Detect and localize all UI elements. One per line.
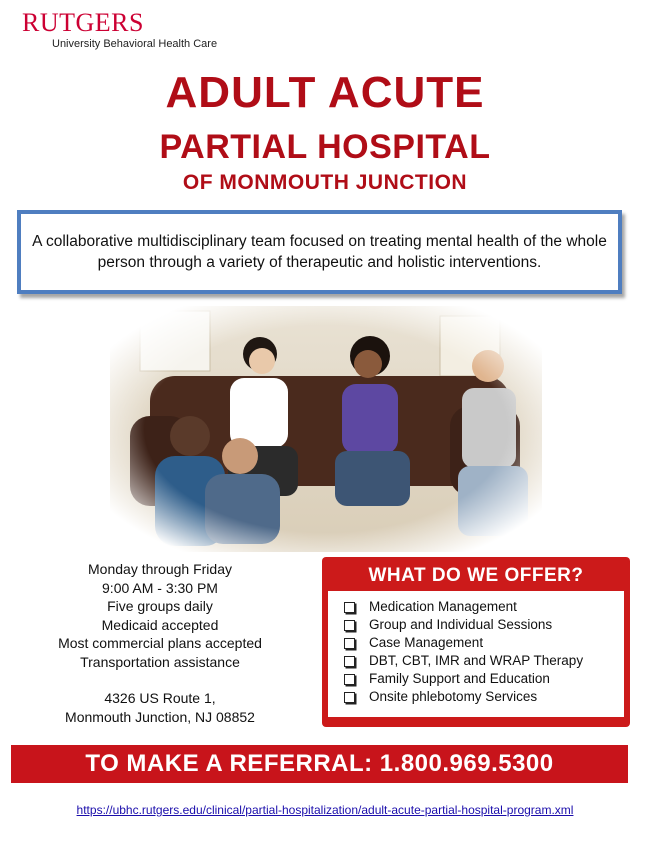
info-line: 9:00 AM - 3:30 PM (102, 579, 218, 596)
logo-subtitle: University Behavioral Health Care (52, 38, 218, 50)
checkbox-icon (344, 692, 355, 703)
offer-item (338, 688, 624, 706)
offer-item (338, 616, 624, 634)
offer-item (338, 598, 624, 616)
spacer (30, 671, 290, 689)
offer-item-label: Family Support and Education (369, 671, 550, 686)
info-line: Monday through Friday (88, 561, 232, 577)
offer-item (338, 670, 624, 688)
title-line-1: ADULT ACUTE (165, 68, 485, 117)
info-line: Five groups daily (107, 598, 213, 614)
group-therapy-photo (110, 306, 542, 552)
checkbox-icon (344, 674, 355, 685)
checkbox-icon (344, 602, 355, 613)
rutgers-logo (22, 10, 217, 50)
program-url-link[interactable]: https://ubhc.rutgers.edu/clinical/partial-hospitalization/adult-acute-partial-hospital-program.xml (76, 803, 574, 817)
address-line-1: 4326 US Route 1, (104, 690, 216, 706)
offer-item-label: Group and Individual Sessions (369, 617, 553, 632)
offer-item (338, 652, 624, 670)
checkbox-icon (344, 638, 355, 649)
offer-item-label: Onsite phlebotomy Services (369, 689, 538, 704)
program-info (30, 560, 290, 726)
checkbox-icon (344, 620, 355, 631)
checkbox-icon (344, 656, 355, 667)
title-line-3: OF MONMOUTH JUNCTION (182, 171, 468, 194)
offer-item-label: Case Management (369, 635, 484, 650)
description-text: A collaborative multidisciplinary team focused on treating mental health of the whole person through a variety of therapeutic and holistic interventions. (32, 233, 607, 271)
offer-panel (322, 557, 630, 727)
address-line-2: Monmouth Junction, NJ 08852 (65, 708, 255, 725)
offer-item-label: DBT, CBT, IMR and WRAP Therapy (369, 653, 584, 668)
info-line: Most commercial plans accepted (58, 635, 262, 651)
offer-list (328, 591, 624, 717)
offer-title: WHAT DO WE OFFER? (368, 565, 584, 586)
offer-item-label: Medication Management (369, 599, 517, 614)
description-box (17, 210, 622, 294)
info-line: Transportation assistance (80, 653, 240, 670)
offer-item (338, 634, 624, 652)
title-line-2: PARTIAL HOSPITAL (159, 128, 491, 166)
referral-banner: TO MAKE A REFERRAL: 1.800.969.5300 (11, 745, 628, 783)
logo-wordmark: RUTGERS (22, 8, 144, 37)
info-line: Medicaid accepted (101, 616, 219, 633)
